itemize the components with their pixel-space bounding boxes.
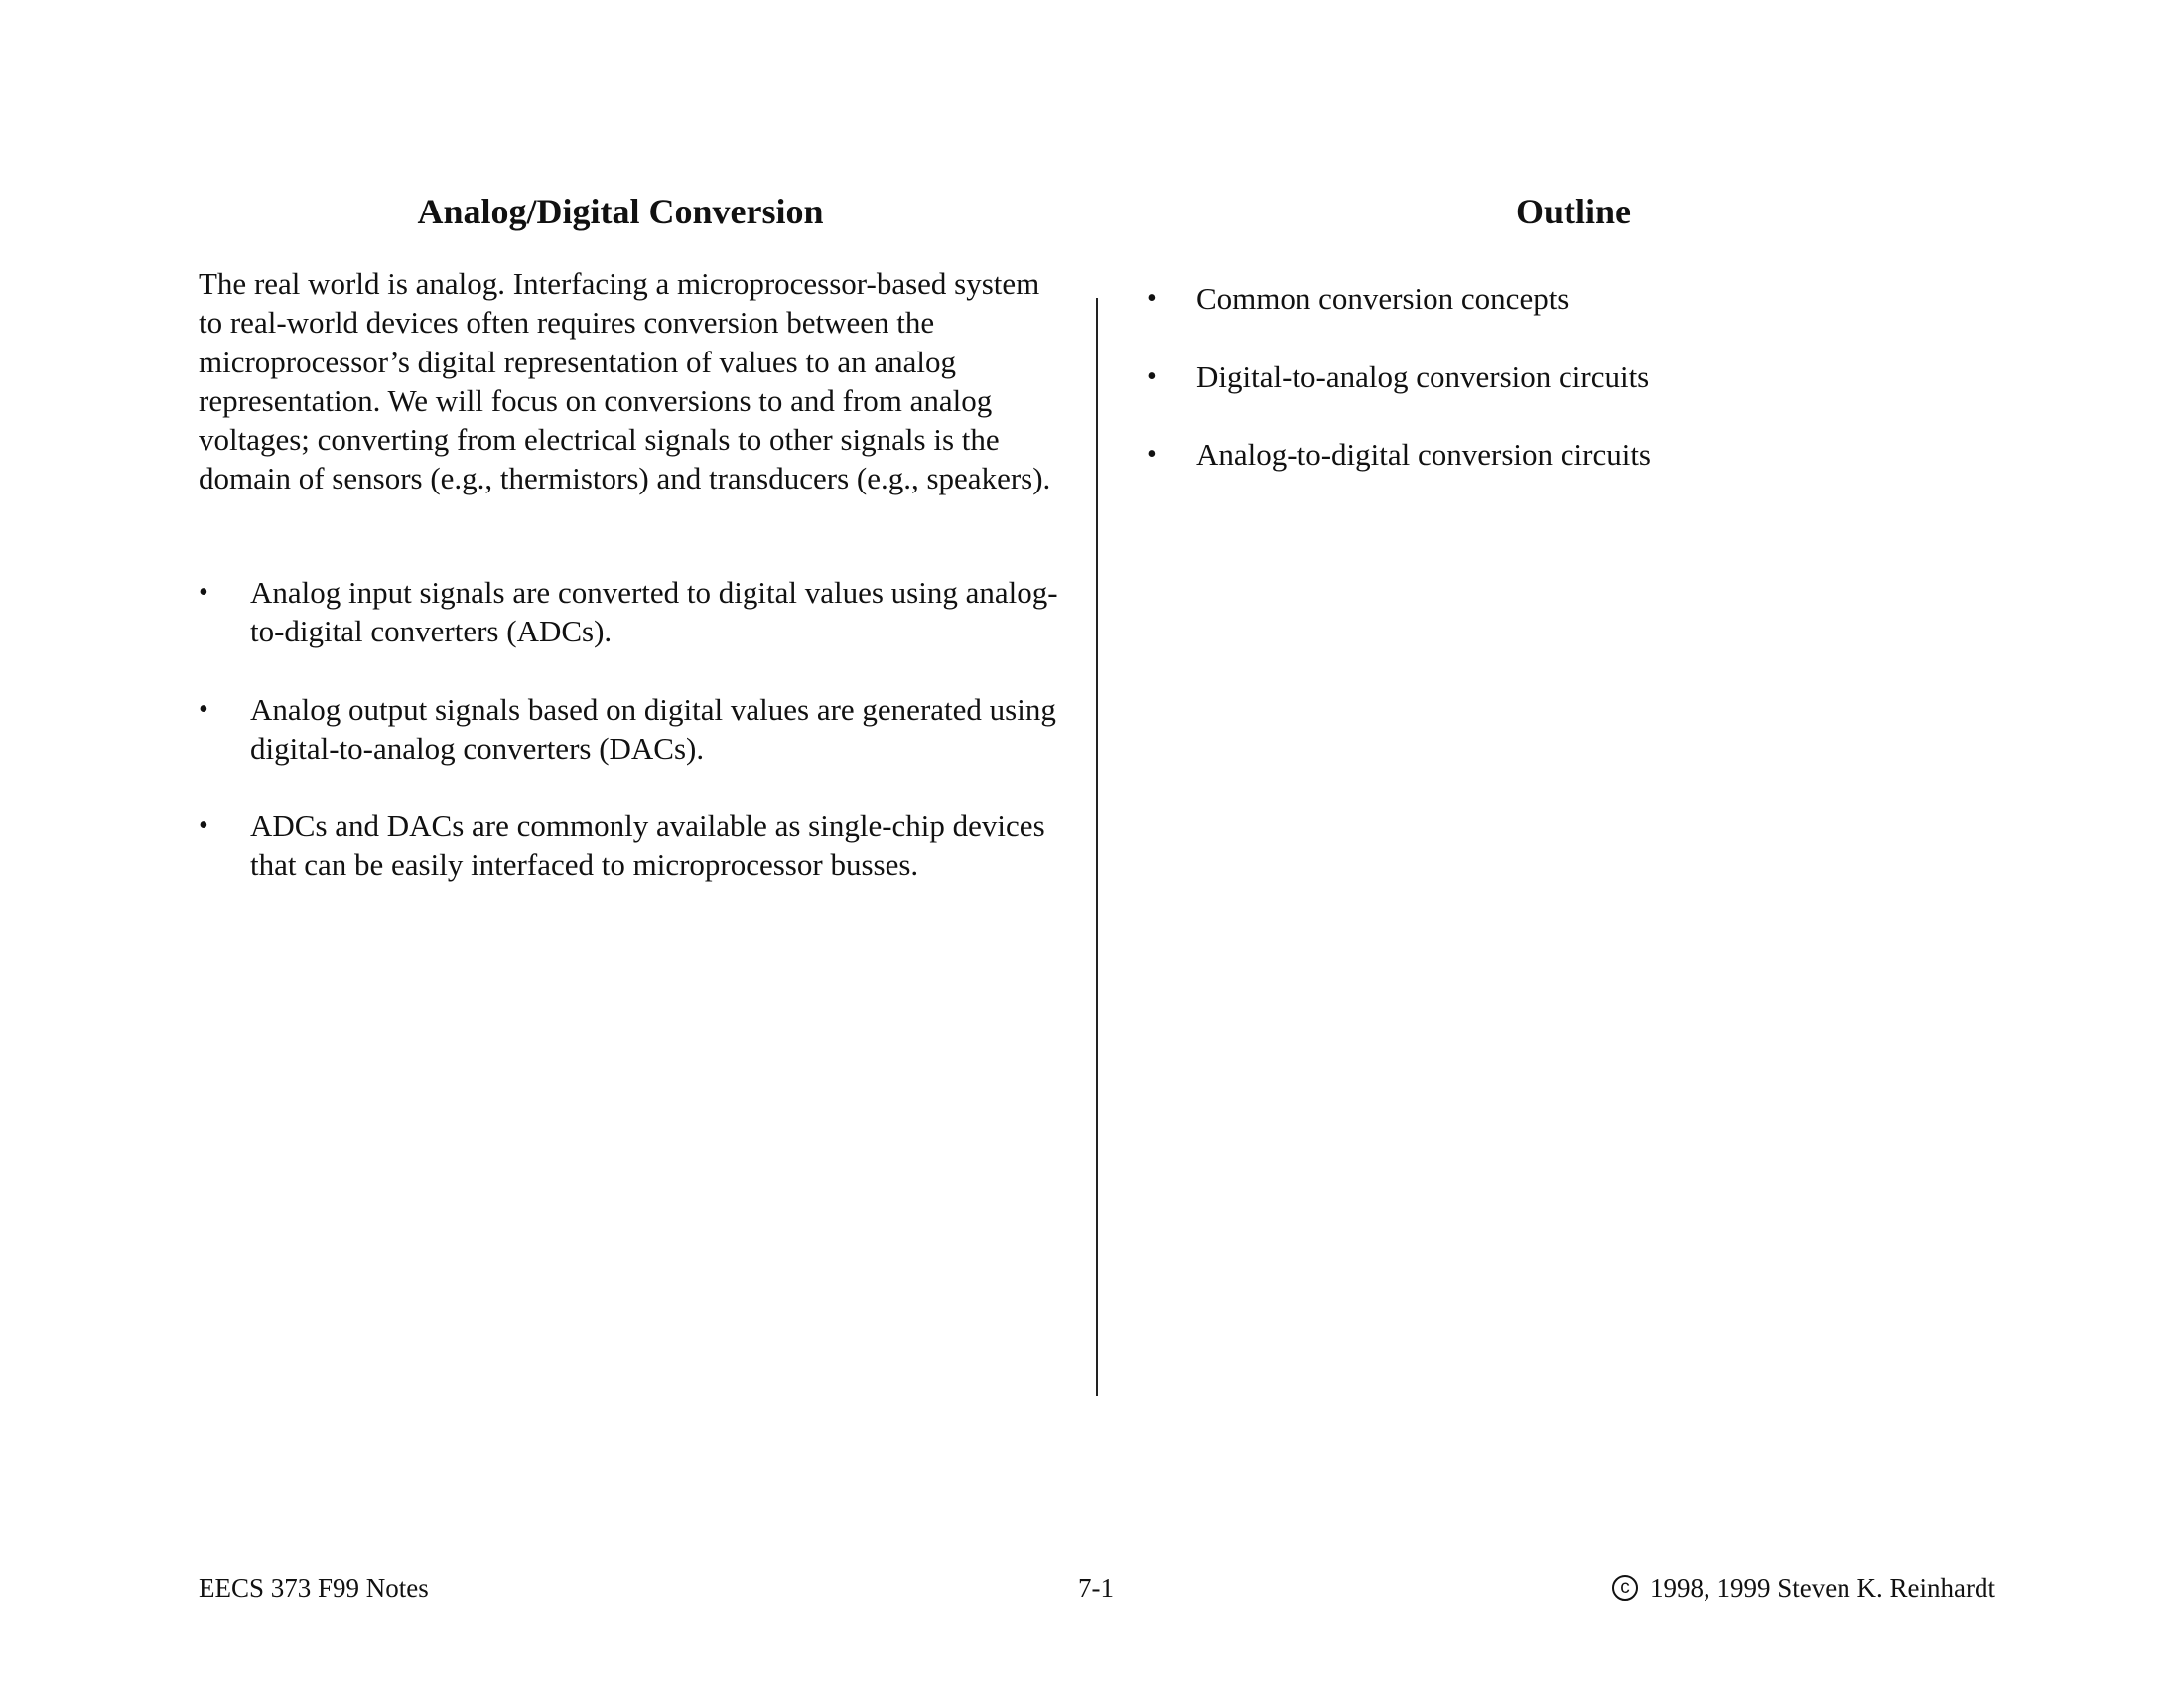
bullet-icon: •: [1147, 283, 1157, 314]
bullet-icon: •: [199, 693, 208, 725]
outline-item: [1147, 435, 2040, 474]
intro-paragraph: The real world is analog. Interfacing a microprocessor-based system to real-world devices often requires conversion between the microprocessor’s digital representation of values to an analog representation. We will focus on conversions to and from analog voltages; converting from electrical signals to other signals is the domain of sensors (e.g., thermistors) and transducers (e.g., speakers).: [199, 266, 1051, 496]
footer-copyright: [1612, 1572, 1995, 1604]
footer-copyright-text: 1998, 1999 Steven K. Reinhardt: [1650, 1573, 1995, 1603]
list-item-text: ADCs and DACs are commonly available as single-chip devices that can be easily interfaced to microprocessor busses.: [250, 808, 1045, 883]
left-heading: Analog/Digital Conversion: [417, 192, 824, 231]
outline-item-text: Analog-to-digital conversion circuits: [1196, 437, 1651, 473]
copyright-icon: c: [1612, 1575, 1638, 1601]
list-item: [199, 806, 1062, 885]
column-divider: [1096, 298, 1098, 1396]
list-item: [199, 690, 1062, 769]
outline-item-text: Digital-to-analog conversion circuits: [1196, 358, 1650, 394]
left-bullet-list: [199, 573, 1062, 923]
list-item-text: Analog input signals are converted to digital values using analog-to-digital converters (ADCs).: [250, 575, 1058, 649]
bullet-icon: •: [199, 810, 208, 842]
bullet-icon: •: [1147, 360, 1157, 392]
outline-item-text: Common conversion concepts: [1196, 281, 1570, 316]
bullet-icon: •: [1147, 439, 1157, 471]
bullet-icon: •: [199, 577, 208, 608]
outline-list: [1147, 279, 2040, 513]
list-item-text: Analog output signals based on digital values are generated using digital-to-analog converters (DACs).: [250, 691, 1056, 766]
right-heading: Outline: [1515, 192, 1631, 231]
footer-course: EECS 373 F99 Notes: [199, 1573, 429, 1603]
outline-item: [1147, 357, 2040, 396]
outline-item: [1147, 279, 2040, 318]
list-item: [199, 573, 1062, 651]
footer-page-number: 7-1: [1078, 1573, 1114, 1603]
